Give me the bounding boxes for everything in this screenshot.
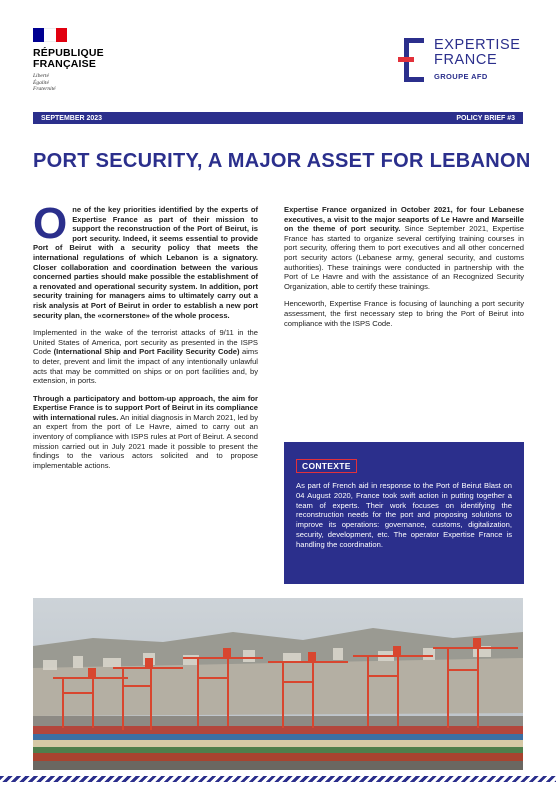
context-body: As part of French aid in response to the Port of Beirut Blast on 04 August 2020, France took swift action in putting together a team of experts. Their work focuses on identifying the reconstruction needs for the port and proposing solutions to improve its operations: governance, customs, digitalization, security, development, etc. The operator Expertise France is handling the coordination. — [296, 481, 512, 549]
dropcap: O — [33, 199, 68, 248]
french-flag-icon — [33, 28, 67, 42]
context-label: CONTEXTE — [296, 459, 357, 473]
band-label: POLICY BRIEF #3 — [456, 114, 515, 122]
bottom-stripe — [0, 776, 556, 782]
republique-francaise-logo — [33, 28, 153, 93]
rf-name-line1: RÉPUBLIQUE — [33, 47, 104, 59]
isps-text-c: aims to deter, prevent and limit the impact of any intentionally unlawful acts that may be committed on ships or on port facilities and, by extension, in ports. — [33, 347, 259, 386]
expertise-france-logo — [398, 38, 521, 82]
motto-fraternite: Fraternité — [33, 86, 56, 92]
page-title: PORT SECURITY, A MAJOR ASSET FOR LEBANON — [33, 150, 531, 172]
context-box — [284, 442, 524, 584]
header-band — [33, 112, 523, 124]
paragraph-approach — [33, 394, 258, 471]
right-column — [284, 205, 524, 336]
rf-motto — [33, 73, 153, 93]
training-bold: Expertise France organized in October 2021, for four Lebanese executives, a visit to the major seaports of Le Havre and Marseille on the theme of port security. — [284, 205, 524, 234]
ef-line3: GROUPE AFD — [434, 72, 488, 81]
paragraph-assessment: Henceworth, Expertise France is focusing of launching a port security assessment, the first necessary step to bring the Port of Beirut into compliance with the ISPS Code. — [284, 299, 524, 328]
ef-line1: EXPERTISE — [434, 37, 521, 53]
port-cranes-photo — [33, 598, 523, 770]
rf-name-line2: FRANÇAISE — [33, 58, 97, 70]
left-column — [33, 199, 259, 478]
training-text: Since September 2021, Expertise France has started to organize several certifying training courses in port security, offering them to port executives and all other concerned port security actors (Lebanese army, general security, and customs authorities). These trainings were conducted in partnership with the Port of Le Havre and with the assistance of an Recognized Security Organization, able to certify these trainings. — [284, 224, 524, 291]
isps-code-name: (International Ship and Port Facility Security Code) — [53, 347, 240, 357]
motto-egalite: Égalité — [33, 79, 49, 86]
isps-text-a: Implemented in the wake of the terrorist attacks of 9/11 in the United States of America, port security as presented in the ISPS Code — [33, 328, 258, 357]
approach-bold: Through a participatory and bottom-up approach, the aim for Expertise France is to support Port of Beirut in its compliance with international rules. — [33, 393, 258, 422]
approach-text: An initial diagnosis in March 2021, led by an expert from the port of Le Havre, aimed to carry out an inventory of compliance with ISPS rules at Port of Beirut. A second mission carried out in July 2021 made it possible to present the findings to the various actors solicited and to propose implementable actions. — [33, 412, 258, 470]
ef-line2: FRANCE — [434, 52, 498, 68]
band-date: SEPTEMBER 2023 — [41, 114, 103, 122]
motto-liberte: Liberté — [33, 73, 49, 79]
lead-paragraph — [33, 199, 258, 320]
expertise-france-mark-icon — [398, 38, 424, 82]
paragraph-training — [284, 205, 524, 291]
lead-text: ne of the key priorities identified by the experts of Expertise France as part of their mission to support the reconstruction of the Port of Beirut, is port security. Indeed, it seems essential to provide Port of Beirut with a security policy that meets the international regulations of which Lebanon is a signatory. Closer collaboration and coordination between the various concerned parties should make possible the establishment of a renovated and operational security system. In addition, port security training for managers aims to ultimately carry out a risk analysis at Port of Beirut in order to establish a new port security plan, the «cornerstone» of the whole process. — [33, 205, 258, 320]
paragraph-isps — [33, 328, 258, 386]
